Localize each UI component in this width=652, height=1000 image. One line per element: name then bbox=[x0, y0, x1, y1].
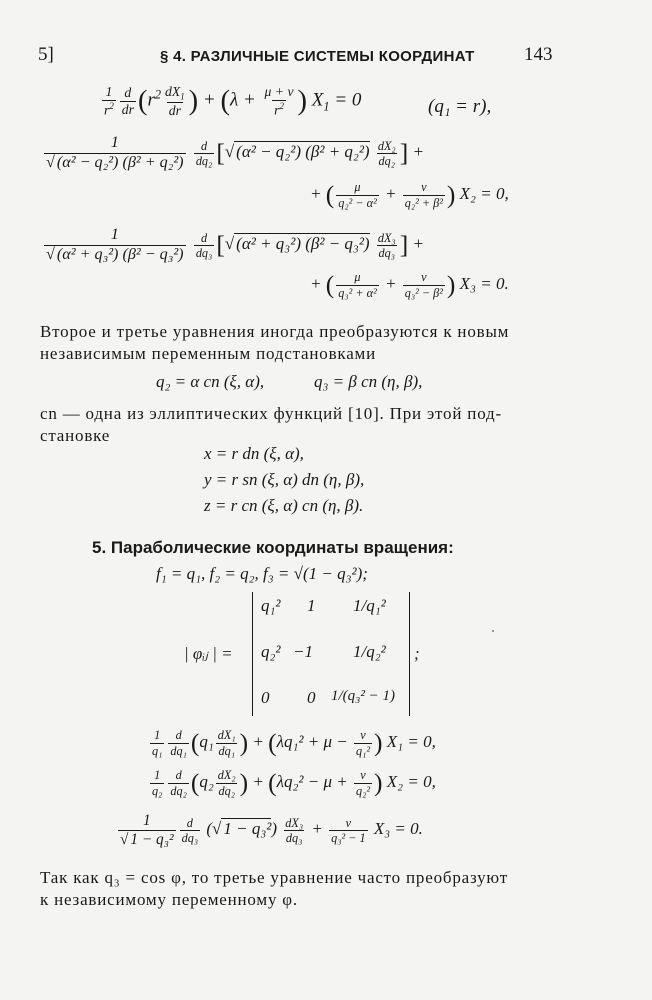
scale-functions: f₁ = q₁, f₂ = q₂, f₃ = √(1 − q₃²); bbox=[156, 564, 368, 583]
matrix-cell: q₁² bbox=[261, 596, 281, 615]
matrix-cell: q₂² bbox=[261, 642, 281, 661]
coordinate-y: y = r sn (ξ, α) dn (η, β), bbox=[204, 470, 365, 489]
matrix-label: | φᵢⱼ | = bbox=[184, 644, 233, 663]
matrix-end: ; bbox=[414, 644, 420, 663]
matrix-cell: 1 bbox=[307, 596, 316, 615]
matrix-cell: 1/q₁² bbox=[353, 596, 386, 615]
substitution-q2: q₂ = α cn (ξ, α), bbox=[156, 372, 265, 391]
radial-equation: $\frac{1}{r^2}$ $\frac{d}{dr}$ ($r^2$ $\frac{dX_1}{dr}$ ) + (λ + $\frac{\mu + \nu}{r^2}$ ) $X_1 = 0$ bbox=[104, 84, 362, 118]
paragraph-line: становке bbox=[40, 426, 111, 445]
parabolic-equation-q3: $\frac{1}{\text{√ 1 − q₃²}}$ $\frac{d}{\text{dq₃}}$ (√ 1 − q₃²) $\frac{\text{dX₃}}{\text{dq₃}}$ + $\frac{\nu}{\text{q₃² − 1}}$ X₃ = 0. bbox=[120, 812, 423, 848]
paragraph-line: Второе и третье уравнения иногда преобразуются к новым bbox=[40, 322, 510, 341]
elliptic-equation-q3-cont: + ( $\frac{\mu}{\text{q₃² + α²}}$ + $\frac{\nu}{\text{q₃² − β²}}$ ) X₃ = 0. bbox=[310, 270, 509, 300]
coordinate-z: z = r cn (ξ, α) cn (η, β). bbox=[204, 496, 364, 515]
paragraph-line: независимым переменным подстановками bbox=[40, 344, 376, 363]
parabolic-equation-q2: $\frac{1}{\text{q₂}}$ $\frac{d}{\text{dq₂}}$ (q₂ $\frac{\text{dX₂}}{\text{dq₂}}$ ) + (λq₂² − μ + $\frac{\nu}{\text{q₂²}}$ ) X₂ = 0, bbox=[152, 768, 436, 798]
page-number: 143 bbox=[524, 44, 553, 65]
paragraph-line: cn — одна из эллиптических функций [10]. При этой под- bbox=[40, 404, 502, 423]
paragraph-line: Так как q₃ = cos φ, то третье уравнение часто преобразуют bbox=[40, 868, 508, 887]
radial-condition: (q₁ = r), bbox=[428, 96, 492, 117]
matrix-cell: 0 bbox=[307, 688, 316, 707]
elliptic-equation-q2: $\frac{1}{\text{√ (α² − q₂²) (β² + q₂²)}}$ $\frac{d}{\text{dq₂}}$ [√ (α² − q₂²) (β² + q₂²) $\frac{\text{dX₂}}{\text{dq₂}}$ ] + bbox=[46, 134, 424, 171]
chapter-ref: 5] bbox=[38, 44, 54, 65]
matrix-cell: −1 bbox=[293, 642, 313, 661]
parabolic-equation-q1: $\frac{1}{\text{q₁}}$ $\frac{d}{\text{dq₁}}$ (q₁ $\frac{\text{dX₁}}{\text{dq₁}}$ ) + (λq₁² + μ − $\frac{\nu}{\text{q₁²}}$ ) X₁ = 0, bbox=[152, 728, 436, 758]
matrix-cell: 0 bbox=[261, 688, 270, 707]
section-heading: 5. Параболические координаты вращения: bbox=[92, 538, 454, 557]
elliptic-equation-q2-cont: + ( $\frac{\mu}{\text{q₂² − α²}}$ + $\frac{\nu}{\text{q₂² + β²}}$ ) X₂ = 0, bbox=[310, 180, 509, 210]
matrix-cell: 1/q₂² bbox=[353, 642, 386, 661]
coordinate-x: x = r dn (ξ, α), bbox=[204, 444, 304, 463]
print-speck bbox=[492, 630, 494, 632]
matrix-cell: 1/(q₃² − 1) bbox=[331, 688, 395, 704]
running-header: § 4. РАЗЛИЧНЫЕ СИСТЕМЫ КООРДИНАТ bbox=[160, 48, 475, 65]
elliptic-equation-q3: $\frac{1}{\text{√ (α² + q₃²) (β² − q₃²)}}$ $\frac{d}{\text{dq₃}}$ [√ (α² + q₃²) (β² − q₃²) $\frac{\text{dX₃}}{\text{dq₃}}$ ] + bbox=[46, 226, 424, 263]
substitution-q3: q₃ = β cn (η, β), bbox=[314, 372, 423, 391]
paragraph-line: к независимому переменному φ. bbox=[40, 890, 298, 909]
phi-matrix bbox=[252, 592, 410, 716]
